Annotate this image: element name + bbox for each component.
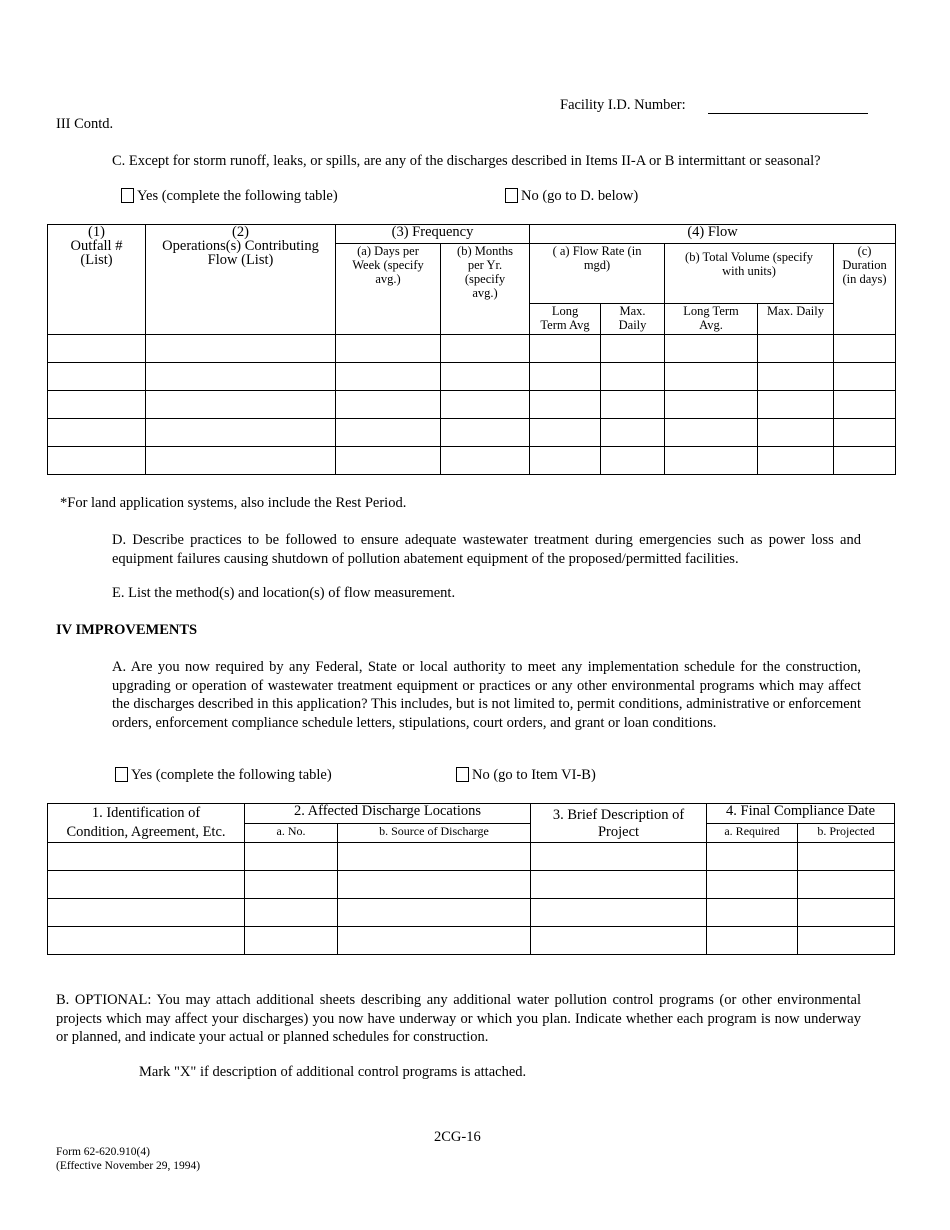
discharge-table-row bbox=[48, 363, 896, 391]
discharge-table-cell[interactable] bbox=[834, 335, 896, 363]
flow-header: (4) Flow bbox=[530, 225, 896, 244]
discharge-table-row bbox=[48, 391, 896, 419]
compliance-table-cell[interactable] bbox=[48, 927, 245, 955]
discharge-table-cell[interactable] bbox=[530, 335, 601, 363]
compliance-table-cell[interactable] bbox=[798, 843, 895, 871]
compliance-table-cell[interactable] bbox=[798, 927, 895, 955]
discharge-table-cell[interactable] bbox=[601, 363, 665, 391]
compliance-table-cell[interactable] bbox=[707, 871, 798, 899]
item-c-yes-label: Yes (complete the following table) bbox=[137, 188, 338, 204]
discharge-table-cell[interactable] bbox=[441, 335, 530, 363]
volume-long-term-avg: Long Term Avg. bbox=[665, 304, 758, 335]
frequency-header: (3) Frequency bbox=[336, 225, 530, 244]
item-a-question: A. Are you now required by any Federal, State or local authority to meet any implementation schedule for the construction, upgrading or operation of wastewater treatment equipment or practices or any other environmental programs which may affect the discharges described in this application? This includes, but is not limited to, permit conditions, administrative or enforcement orders, enforcement compliance schedule letters, stipulations, court orders, and grant or loan conditions. bbox=[112, 659, 861, 731]
facility-id-field[interactable] bbox=[708, 99, 868, 114]
discharge-table-cell[interactable] bbox=[530, 447, 601, 475]
item-a-no-option[interactable] bbox=[456, 767, 596, 784]
item-a-yes-label: Yes (complete the following table) bbox=[131, 767, 332, 783]
land-application-footnote: *For land application systems, also include the Rest Period. bbox=[60, 495, 407, 511]
discharge-table-cell[interactable] bbox=[441, 419, 530, 447]
discharge-table-cell[interactable] bbox=[441, 447, 530, 475]
compliance-table-cell[interactable] bbox=[48, 899, 245, 927]
item-c-yes-checkbox[interactable] bbox=[121, 188, 134, 203]
compliance-table-row bbox=[48, 927, 895, 955]
compliance-schedule-table bbox=[47, 803, 895, 955]
discharge-table-cell[interactable] bbox=[758, 363, 834, 391]
required-date-header: a. Required bbox=[707, 824, 798, 843]
item-a-yes-option[interactable] bbox=[115, 767, 332, 784]
discharge-table-cell[interactable] bbox=[48, 447, 146, 475]
discharge-table-cell[interactable] bbox=[601, 447, 665, 475]
discharge-table-cell[interactable] bbox=[146, 391, 336, 419]
discharge-table-cell[interactable] bbox=[146, 363, 336, 391]
discharge-table-cell[interactable] bbox=[758, 335, 834, 363]
compliance-table-cell[interactable] bbox=[707, 927, 798, 955]
discharge-table-cell[interactable] bbox=[146, 447, 336, 475]
item-a-no-checkbox[interactable] bbox=[456, 767, 469, 782]
discharge-table-cell[interactable] bbox=[665, 363, 758, 391]
discharge-table-cell[interactable] bbox=[441, 363, 530, 391]
compliance-table-cell[interactable] bbox=[338, 871, 531, 899]
brief-description-header: 3. Brief Description of Project bbox=[531, 804, 707, 843]
compliance-table-row bbox=[48, 843, 895, 871]
final-compliance-header: 4. Final Compliance Date bbox=[707, 804, 895, 824]
compliance-table-cell[interactable] bbox=[48, 871, 245, 899]
compliance-table-cell[interactable] bbox=[798, 871, 895, 899]
projected-date-header: b. Projected bbox=[798, 824, 895, 843]
section-iv-heading: IV IMPROVEMENTS bbox=[56, 622, 198, 638]
discharge-table-cell[interactable] bbox=[601, 391, 665, 419]
compliance-table-cell[interactable] bbox=[531, 871, 707, 899]
compliance-table-cell[interactable] bbox=[531, 843, 707, 871]
discharge-table-cell[interactable] bbox=[665, 391, 758, 419]
operations-header: (2) Operations(s) Contributing Flow (List) bbox=[146, 225, 336, 335]
compliance-table-cell[interactable] bbox=[338, 843, 531, 871]
discharge-table-cell[interactable] bbox=[48, 335, 146, 363]
duration-header: (c) Duration (in days) bbox=[834, 244, 896, 335]
compliance-table-cell[interactable] bbox=[245, 899, 338, 927]
discharge-table-cell[interactable] bbox=[834, 363, 896, 391]
discharge-table-cell[interactable] bbox=[530, 419, 601, 447]
days-per-week-header: (a) Days per Week (specify avg.) bbox=[336, 244, 441, 335]
discharge-table-cell[interactable] bbox=[336, 335, 441, 363]
mark-x-instruction: Mark "X" if description of additional control programs is attached. bbox=[139, 1064, 527, 1080]
compliance-table-row bbox=[48, 871, 895, 899]
page-number: 2CG-16 bbox=[434, 1129, 481, 1145]
compliance-table-cell[interactable] bbox=[531, 927, 707, 955]
discharge-table-cell[interactable] bbox=[834, 447, 896, 475]
flow-rate-header: ( a) Flow Rate (in mgd) bbox=[530, 244, 665, 304]
form-number: Form 62-620.910(4) bbox=[56, 1146, 150, 1158]
location-number-header: a. No. bbox=[245, 824, 338, 843]
discharge-table-cell[interactable] bbox=[758, 419, 834, 447]
discharge-table-cell[interactable] bbox=[336, 419, 441, 447]
discharge-table-cell[interactable] bbox=[48, 419, 146, 447]
item-c-yes-option[interactable] bbox=[121, 188, 338, 205]
discharge-table-cell[interactable] bbox=[665, 447, 758, 475]
discharge-table-cell[interactable] bbox=[146, 335, 336, 363]
item-a-yes-checkbox[interactable] bbox=[115, 767, 128, 782]
discharge-table-cell[interactable] bbox=[601, 335, 665, 363]
discharge-table-cell[interactable] bbox=[665, 419, 758, 447]
discharge-table-row bbox=[48, 335, 896, 363]
compliance-table-row bbox=[48, 899, 895, 927]
compliance-table-cell[interactable] bbox=[245, 927, 338, 955]
discharge-table-row bbox=[48, 447, 896, 475]
discharge-table-cell[interactable] bbox=[530, 391, 601, 419]
compliance-table-cell[interactable] bbox=[531, 899, 707, 927]
discharge-table-cell[interactable] bbox=[758, 447, 834, 475]
discharge-table-cell[interactable] bbox=[601, 419, 665, 447]
discharge-table-cell[interactable] bbox=[530, 363, 601, 391]
section-contd-label: III Contd. bbox=[56, 116, 114, 132]
source-of-discharge-header: b. Source of Discharge bbox=[338, 824, 531, 843]
intermittent-discharge-table bbox=[47, 224, 896, 475]
identification-header: 1. Identification of Condition, Agreement, Etc. bbox=[48, 804, 245, 843]
item-c-question: C. Except for storm runoff, leaks, or spills, are any of the discharges described in Items II-A or B intermittant or seasonal? bbox=[112, 153, 821, 169]
item-e-question: E. List the method(s) and location(s) of flow measurement. bbox=[112, 585, 456, 601]
volume-max-daily: Max. Daily bbox=[758, 304, 834, 335]
months-per-year-header: (b) Months per Yr. (specify avg.) bbox=[441, 244, 530, 335]
discharge-table-cell[interactable] bbox=[665, 335, 758, 363]
discharge-table-cell[interactable] bbox=[336, 447, 441, 475]
discharge-table-row bbox=[48, 419, 896, 447]
item-d-question: D. Describe practices to be followed to ensure adequate wastewater treatment during emergencies such as power loss and equipment failures causing shutdown of pollution abatement equipment of the proposed/permitted facilities. bbox=[112, 532, 861, 567]
discharge-table-cell[interactable] bbox=[834, 391, 896, 419]
item-a-no-label: No (go to Item VI-B) bbox=[472, 767, 596, 783]
discharge-table-cell[interactable] bbox=[758, 391, 834, 419]
flow-rate-long-term-avg: Long Term Avg bbox=[530, 304, 601, 335]
discharge-table-cell[interactable] bbox=[336, 363, 441, 391]
discharge-table-cell[interactable] bbox=[441, 391, 530, 419]
affected-locations-header: 2. Affected Discharge Locations bbox=[245, 804, 531, 824]
outfall-header: (1) Outfall # (List) bbox=[48, 225, 146, 335]
discharge-table-cell[interactable] bbox=[48, 391, 146, 419]
compliance-table-cell[interactable] bbox=[338, 927, 531, 955]
discharge-table-cell[interactable] bbox=[48, 363, 146, 391]
flow-rate-max-daily: Max. Daily bbox=[601, 304, 665, 335]
discharge-table-cell[interactable] bbox=[146, 419, 336, 447]
discharge-table-cell[interactable] bbox=[834, 419, 896, 447]
compliance-table-cell[interactable] bbox=[707, 843, 798, 871]
item-b-optional: B. OPTIONAL: You may attach additional sheets describing any additional water pollution control programs (or other environmental projects which may affect your discharges) you now have underway or which you plan. Indicate whether each program is now underway or planned, and indicate your actual or planned schedules for construction. bbox=[56, 992, 861, 1045]
item-c-no-label: No (go to D. below) bbox=[521, 188, 639, 204]
facility-id-label: Facility I.D. Number: bbox=[560, 97, 686, 113]
discharge-table-cell[interactable] bbox=[336, 391, 441, 419]
compliance-table-cell[interactable] bbox=[798, 899, 895, 927]
compliance-table-cell[interactable] bbox=[48, 843, 245, 871]
compliance-table-cell[interactable] bbox=[707, 899, 798, 927]
item-c-no-option[interactable] bbox=[505, 188, 638, 205]
item-c-no-checkbox[interactable] bbox=[505, 188, 518, 203]
effective-date: (Effective November 29, 1994) bbox=[56, 1160, 201, 1172]
compliance-table-cell[interactable] bbox=[338, 899, 531, 927]
total-volume-header: (b) Total Volume (specify with units) bbox=[665, 244, 834, 304]
compliance-table-cell[interactable] bbox=[245, 871, 338, 899]
compliance-table-cell[interactable] bbox=[245, 843, 338, 871]
